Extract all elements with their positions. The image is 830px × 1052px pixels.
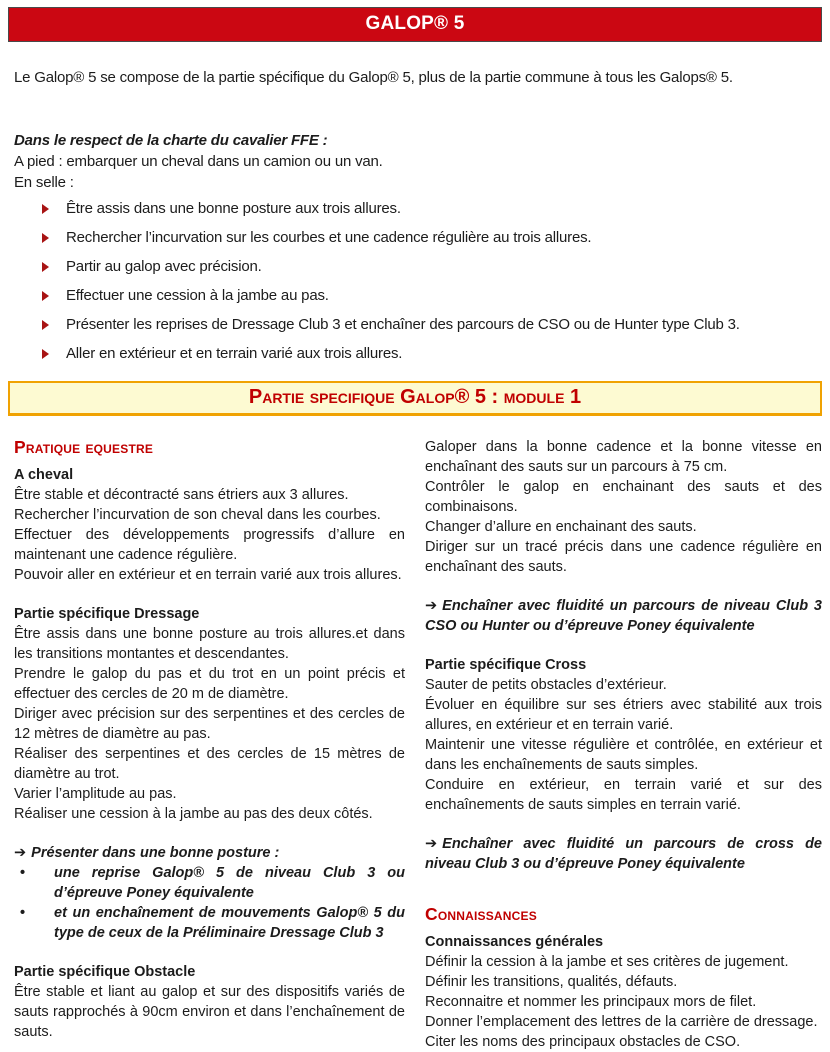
list-item (42, 283, 822, 308)
cross-goal (425, 834, 822, 874)
column-gap (411, 437, 425, 1052)
paragraph: Maintenir une vitesse régulière et contrôlée, en extérieur et dans les enchaînements de sauts simples. (425, 737, 822, 773)
goal-bullet-item: • une reprise Galop® 5 de niveau Club 3 ou d’épreuve Poney équivalente (14, 863, 405, 903)
paragraph: Réaliser une cession à la jambe au pas des deux côtés. (14, 806, 373, 822)
paragraph: Sauter de petits obstacles d’extérieur. (425, 677, 667, 693)
dressage-goal-list (14, 863, 405, 943)
spacer (14, 457, 405, 465)
list-item-text: Effectuer une cession à la jambe au pas. (66, 287, 329, 304)
a-pied-line: A pied : embarquer un cheval dans un camion ou un van. (14, 153, 383, 170)
list-item-text: Rechercher l’incurvation sur les courbes et une cadence régulière au trois allures. (66, 229, 592, 246)
heavy-arrow-icon: ➔ (425, 598, 438, 614)
triangle-bullet-icon (42, 204, 49, 214)
paragraph: Être stable et décontracté sans étriers aux 3 allures. (14, 487, 349, 503)
section-title-connaissances: Connaissances (425, 904, 537, 924)
spacer (14, 943, 405, 962)
triangle-bullet-icon (42, 291, 49, 301)
paragraph: Définir les transitions, qualités, défauts. (425, 974, 678, 990)
galop5-title-banner (8, 7, 822, 42)
paragraph: Pouvoir aller en extérieur et en terrain varié aux trois allures. (14, 567, 402, 583)
spacer (425, 924, 822, 932)
list-item-text: Aller en extérieur et en terrain varié aux trois allures. (66, 345, 403, 362)
spacer (14, 585, 405, 604)
paragraph: Rechercher l’incurvation de son cheval dans les courbes. (14, 507, 381, 523)
paragraph: Être stable et liant au galop et sur des dispositifs variés de sauts rapprochés à 90cm environ et dans l’enchaînement de sauts. (14, 984, 405, 1040)
paragraph: Reconnaitre et nommer les principaux mors de filet. (425, 994, 757, 1010)
paragraph: Changer d’allure en enchainant des sauts. (425, 519, 697, 535)
paragraph: Être assis dans une bonne posture au trois allures.et dans les transitions montantes et descendantes. (14, 626, 405, 662)
paragraph: Conduire en extérieur, en terrain varié et sur des enchaînements de sauts simples en terrain varié. (425, 777, 822, 813)
triangle-bullet-icon (42, 320, 49, 330)
heavy-arrow-icon: ➔ (14, 845, 27, 861)
spacer (425, 577, 822, 596)
list-item (42, 196, 822, 221)
page-title: GALOP® 5 (365, 13, 465, 34)
paragraph: Définir la cession à la jambe et ses critères de jugement. (425, 954, 789, 970)
heading-partie-specifique-dressage: Partie spécifique Dressage (14, 606, 200, 622)
two-column-body (8, 437, 822, 1052)
obstacle-goal (425, 596, 822, 636)
list-item (42, 341, 822, 366)
triangle-bullet-icon (42, 349, 49, 359)
paragraph: Effectuer des développements progressifs d’allure en maintenant une cadence régulière. (14, 527, 405, 563)
heading-a-cheval: A cheval (14, 467, 74, 483)
goal-text: Enchaîner avec fluidité un parcours de cross de niveau Club 3 ou d’épreuve Poney équivalente (425, 836, 822, 872)
paragraph: Contrôler le galop en enchainant des sauts et des combinaisons. (425, 479, 822, 515)
heading-connaissances-generales: Connaissances générales (425, 934, 604, 950)
goal-bullet-item: • et un enchaînement de mouvements Galop® 5 du type de ceux de la Préliminaire Dressage Club 3 (14, 903, 405, 943)
right-column (425, 437, 822, 1052)
section-title-pratique-equestre: Pratique equestre (14, 437, 154, 457)
list-item-text: Partir au galop avec précision. (66, 258, 262, 275)
en-selle-list (8, 196, 822, 366)
paragraph: Donner l’emplacement des lettres de la carrière de dressage. (425, 1014, 818, 1030)
paragraph: Évoluer en équilibre sur ses étriers avec stabilité aux trois allures, en extérieur et en terrain varié. (425, 697, 822, 733)
goal-text: Enchaîner avec fluidité un parcours de niveau Club 3 CSO ou Hunter ou d’épreuve Poney équivalente (425, 598, 822, 634)
list-item (42, 254, 822, 279)
goal-text: Présenter dans une bonne posture : (31, 845, 280, 861)
en-selle-label: En selle : (14, 174, 74, 191)
module-banner (8, 381, 822, 416)
paragraph: Citer les noms des principaux obstacles de CSO. (425, 1034, 741, 1050)
paragraph: Réaliser des serpentines et des cercles de 15 mètres de diamètre au trot. (14, 746, 405, 782)
module-banner-title: Partie specifique Galop® 5 : module 1 (248, 386, 582, 408)
paragraph: Diriger avec précision sur des serpentines et des cercles de 12 mètres de diamètre au pas. (14, 706, 405, 742)
spacer (425, 874, 822, 904)
heading-partie-specifique-obstacle: Partie spécifique Obstacle (14, 964, 196, 980)
left-column (8, 437, 411, 1052)
dressage-goal-heading (14, 843, 405, 863)
spacer (425, 636, 822, 655)
paragraph: Galoper dans la bonne cadence et la bonne vitesse en enchaînant des sauts sur un parcours à 75 cm. (425, 439, 822, 475)
paragraph: Varier l’amplitude au pas. (14, 786, 177, 802)
triangle-bullet-icon (42, 233, 49, 243)
list-item (42, 312, 822, 337)
intro-paragraph: Le Galop® 5 se compose de la partie spécifique du Galop® 5, plus de la partie commune à tous les Galops® 5. (14, 69, 733, 86)
heavy-arrow-icon: ➔ (425, 836, 438, 852)
charte-heading: Dans le respect de la charte du cavalier FFE : (14, 132, 328, 149)
list-item-text: Présenter les reprises de Dressage Club 3 et enchaîner des parcours de CSO ou de Hunter type Club 3. (66, 316, 740, 333)
spacer (14, 824, 405, 843)
spacer (425, 815, 822, 834)
list-item (42, 225, 822, 250)
paragraph: Prendre le galop du pas et du trot en un point précis et effectuer des cercles de 20 m de diamètre. (14, 666, 405, 702)
paragraph: Diriger sur un tracé précis dans une cadence régulière en enchaînant des sauts. (425, 539, 822, 575)
heading-partie-specifique-cross: Partie spécifique Cross (425, 657, 587, 673)
triangle-bullet-icon (42, 262, 49, 272)
list-item-text: Être assis dans une bonne posture aux trois allures. (66, 200, 401, 217)
